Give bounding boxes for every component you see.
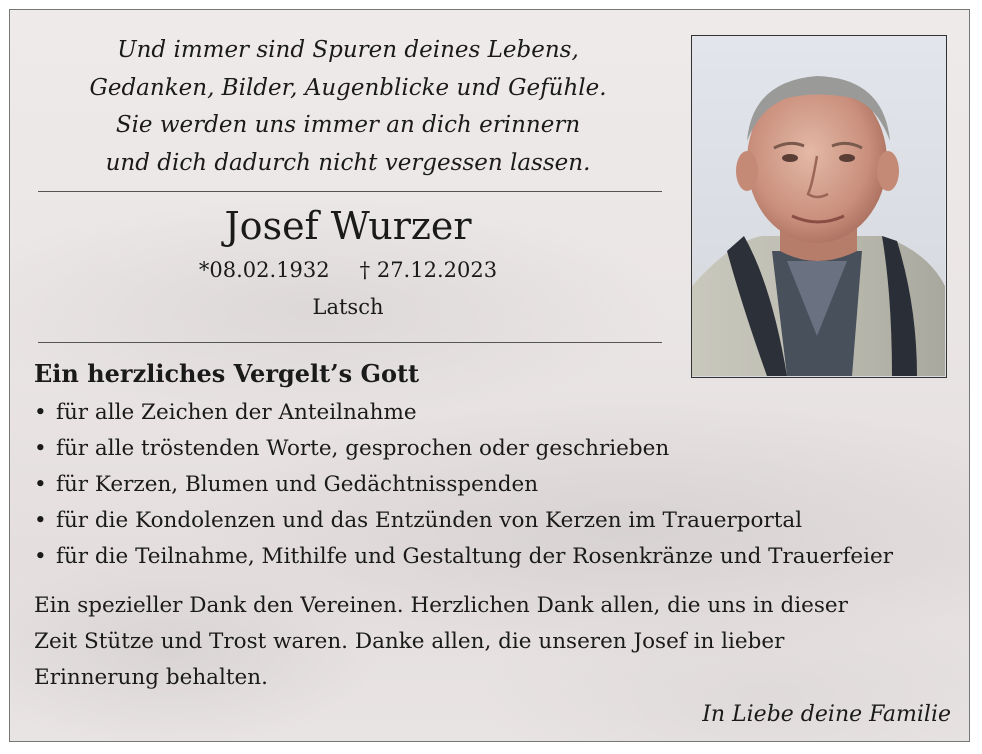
list-item	[34, 539, 893, 575]
poem-line: Gedanken, Bilder, Augenblicke und Gefühle.	[89, 74, 607, 101]
closing-paragraph	[34, 588, 934, 696]
portrait-illustration	[692, 36, 945, 376]
life-dates	[34, 256, 662, 284]
thanks-heading: Ein herzliches Vergelt’s Gott	[34, 359, 420, 388]
bullet-icon: •	[34, 544, 47, 569]
list-item-text: für alle Zeichen der Anteilnahme	[56, 400, 417, 425]
poem-line: Und immer sind Spuren deines Lebens,	[117, 37, 579, 63]
paragraph-line: Zeit Stütze und Trost waren. Danke allen, die unseren Josef in lieber	[34, 629, 785, 654]
paragraph-line: Ein spezieller Dank den Vereinen. Herzlichen Dank allen, die uns in dieser	[34, 593, 848, 618]
list-item-text: für die Teilnahme, Mithilfe und Gestaltung der Rosenkränze und Trauerfeier	[56, 544, 894, 569]
death-date: † 27.12.2023	[359, 258, 498, 282]
obituary-card	[9, 9, 970, 742]
list-item-text: für Kerzen, Blumen und Gedächtnisspenden	[56, 472, 539, 497]
list-item-text: für alle tröstenden Worte, gesprochen oder geschrieben	[56, 436, 670, 461]
bullet-icon: •	[34, 472, 47, 497]
bullet-icon: •	[34, 508, 47, 533]
family-signature: In Liebe deine Familie	[702, 702, 951, 727]
bullet-icon: •	[34, 400, 47, 425]
list-item	[34, 395, 893, 431]
divider-top	[38, 191, 662, 192]
list-item-text: für die Kondolenzen und das Entzünden von Kerzen im Trauerportal	[56, 508, 803, 533]
poem-line: und dich dadurch nicht vergessen lassen.	[105, 149, 591, 176]
bullet-icon: •	[34, 436, 47, 461]
birth-date: *08.02.1932	[198, 258, 330, 282]
list-item	[34, 467, 893, 503]
memorial-poem	[34, 32, 662, 182]
paragraph-line: Erinnerung behalten.	[34, 665, 268, 690]
list-item	[34, 431, 893, 467]
list-item	[34, 503, 893, 539]
poem-line: Sie werden uns immer an dich erinnern	[115, 112, 581, 138]
deceased-name: Josef Wurzer	[224, 204, 472, 248]
home-town: Latsch	[312, 295, 384, 319]
thanks-list	[34, 395, 893, 575]
portrait-photo	[691, 35, 947, 378]
divider-bottom	[38, 342, 662, 343]
